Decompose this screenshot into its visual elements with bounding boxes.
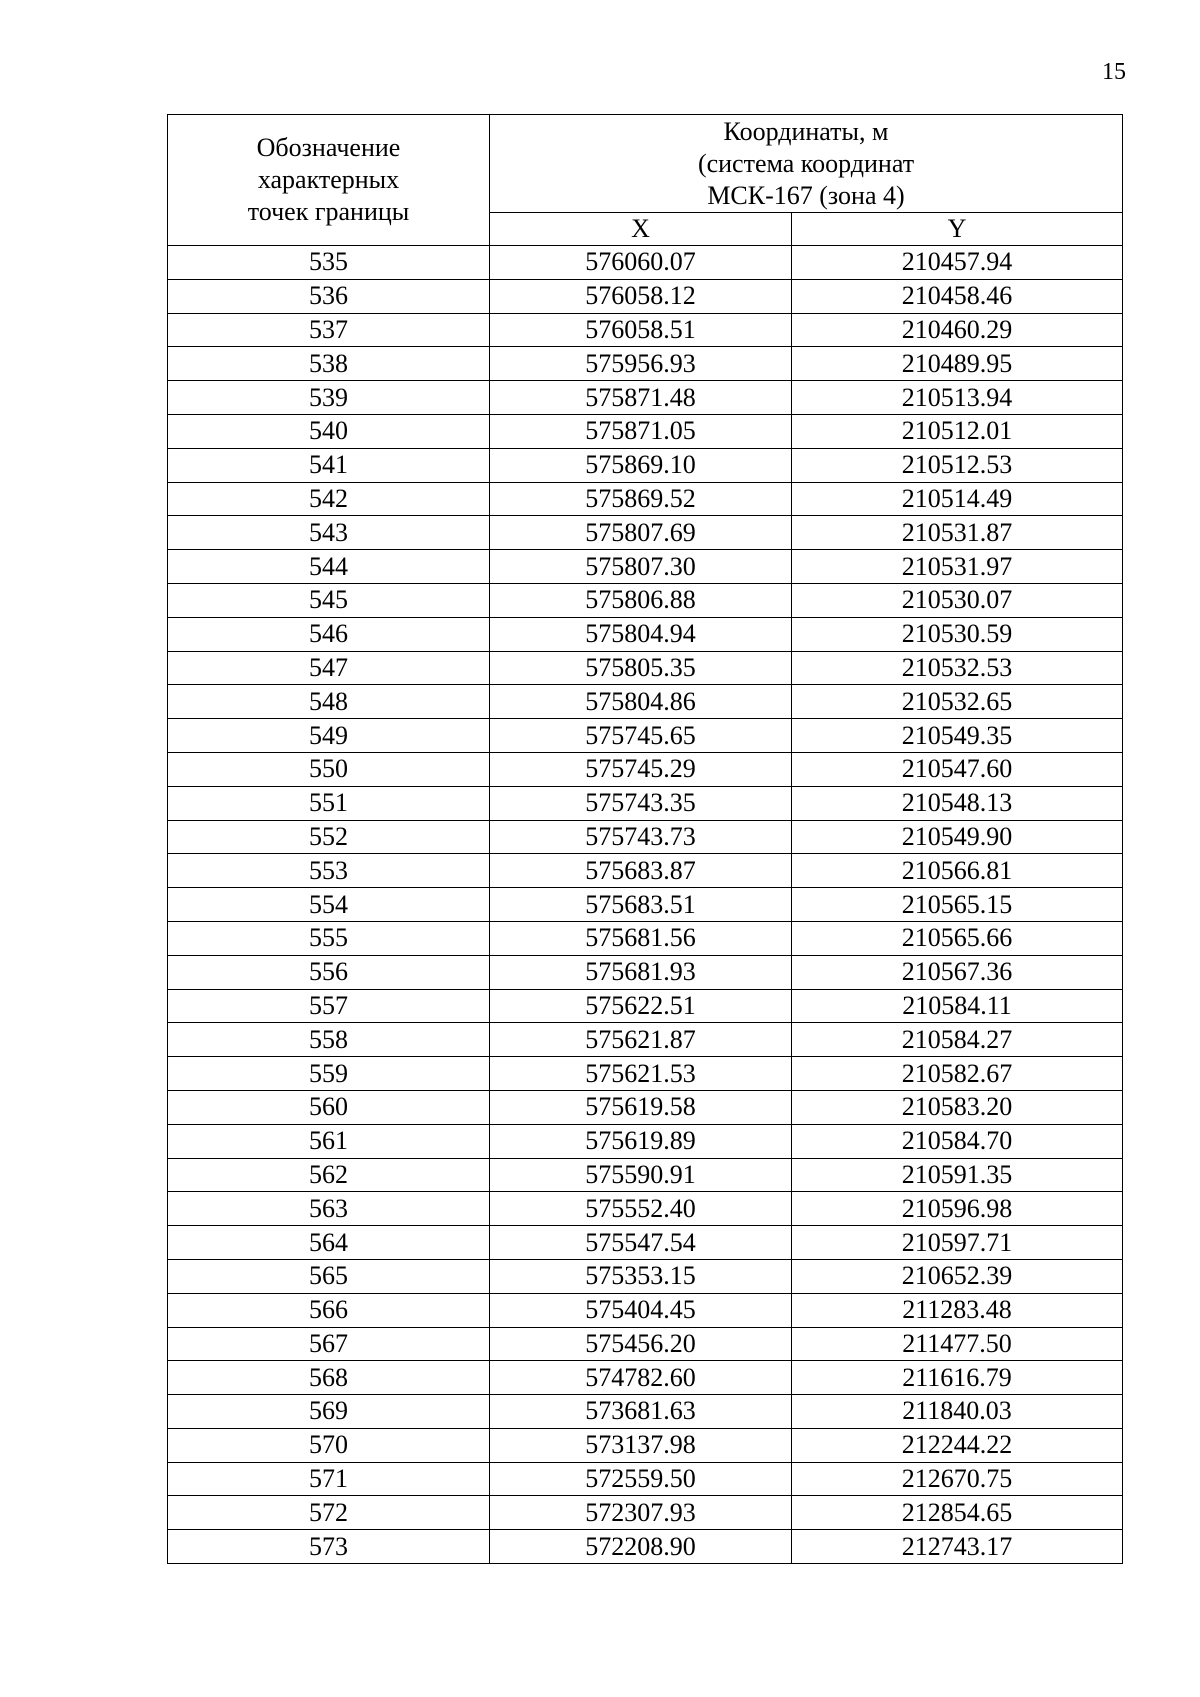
- x-coordinate-cell: 575619.89: [490, 1124, 792, 1158]
- table-row: [168, 854, 1123, 888]
- y-coordinate-cell: 210530.07: [792, 583, 1123, 617]
- x-coordinate-cell: 575404.45: [490, 1293, 792, 1327]
- x-coordinate-cell: 575804.86: [490, 685, 792, 719]
- point-number-cell: 559: [168, 1057, 490, 1091]
- point-number-cell: 573: [168, 1530, 490, 1564]
- table-row: [168, 989, 1123, 1023]
- point-number-cell: 539: [168, 381, 490, 415]
- table-row: [168, 1462, 1123, 1496]
- x-coordinate-cell: 574782.60: [490, 1361, 792, 1395]
- point-number-cell: 538: [168, 347, 490, 381]
- table-row: [168, 1090, 1123, 1124]
- x-coordinate-cell: 576058.12: [490, 279, 792, 313]
- table-body: [168, 246, 1123, 1564]
- y-coordinate-cell: 210549.90: [792, 820, 1123, 854]
- header-designation-line: характерных: [257, 165, 400, 194]
- point-number-cell: 568: [168, 1361, 490, 1395]
- table-row: [168, 1158, 1123, 1192]
- point-number-cell: 541: [168, 448, 490, 482]
- point-number-cell: 537: [168, 313, 490, 347]
- x-coordinate-cell: 575619.58: [490, 1090, 792, 1124]
- header-designation-line: Обозначение: [256, 133, 401, 162]
- x-coordinate-cell: 575353.15: [490, 1259, 792, 1293]
- table-row: [168, 1361, 1123, 1395]
- table-row: [168, 685, 1123, 719]
- y-coordinate-cell: 210584.11: [792, 989, 1123, 1023]
- table-row: [168, 1259, 1123, 1293]
- point-number-cell: 552: [168, 820, 490, 854]
- table-row: [168, 617, 1123, 651]
- table-row: [168, 1192, 1123, 1226]
- table-row: [168, 921, 1123, 955]
- table-row: [168, 1327, 1123, 1361]
- x-coordinate-cell: 575804.94: [490, 617, 792, 651]
- point-number-cell: 569: [168, 1395, 490, 1429]
- y-coordinate-cell: 210548.13: [792, 786, 1123, 820]
- y-coordinate-cell: 210582.67: [792, 1057, 1123, 1091]
- x-coordinate-cell: 575743.35: [490, 786, 792, 820]
- y-coordinate-cell: 210567.36: [792, 955, 1123, 989]
- table-row: [168, 786, 1123, 820]
- point-number-cell: 551: [168, 786, 490, 820]
- point-number-cell: 570: [168, 1428, 490, 1462]
- x-coordinate-cell: 573681.63: [490, 1395, 792, 1429]
- y-coordinate-cell: 210512.53: [792, 448, 1123, 482]
- y-coordinate-cell: 210583.20: [792, 1090, 1123, 1124]
- x-coordinate-cell: 575869.52: [490, 482, 792, 516]
- x-coordinate-cell: 575621.53: [490, 1057, 792, 1091]
- header-coordinates-line: МСК-167 (зона 4): [707, 180, 905, 210]
- x-coordinate-cell: 572208.90: [490, 1530, 792, 1564]
- table-row: [168, 1226, 1123, 1260]
- x-coordinate-cell: 575552.40: [490, 1192, 792, 1226]
- point-number-cell: 556: [168, 955, 490, 989]
- point-number-cell: 563: [168, 1192, 490, 1226]
- x-coordinate-cell: 575869.10: [490, 448, 792, 482]
- point-number-cell: 571: [168, 1462, 490, 1496]
- point-number-cell: 557: [168, 989, 490, 1023]
- y-coordinate-cell: 210460.29: [792, 313, 1123, 347]
- x-coordinate-cell: 575622.51: [490, 989, 792, 1023]
- point-number-cell: 535: [168, 246, 490, 280]
- x-coordinate-cell: 572307.93: [490, 1496, 792, 1530]
- point-number-cell: 561: [168, 1124, 490, 1158]
- x-coordinate-cell: 575743.73: [490, 820, 792, 854]
- x-coordinate-cell: 575956.93: [490, 347, 792, 381]
- y-coordinate-cell: 210531.97: [792, 550, 1123, 584]
- y-coordinate-cell: 210565.15: [792, 888, 1123, 922]
- table-row: [168, 651, 1123, 685]
- header-y: Y: [792, 213, 1123, 246]
- table-row: [168, 888, 1123, 922]
- table-row: [168, 955, 1123, 989]
- y-coordinate-cell: 210457.94: [792, 246, 1123, 280]
- x-coordinate-cell: 575805.35: [490, 651, 792, 685]
- y-coordinate-cell: 210532.53: [792, 651, 1123, 685]
- point-number-cell: 564: [168, 1226, 490, 1260]
- x-coordinate-cell: 575547.54: [490, 1226, 792, 1260]
- table-row: [168, 1023, 1123, 1057]
- table-row: [168, 482, 1123, 516]
- y-coordinate-cell: 210489.95: [792, 347, 1123, 381]
- table-row: [168, 1293, 1123, 1327]
- point-number-cell: 554: [168, 888, 490, 922]
- header-coordinates-line: Координаты, м: [723, 116, 889, 146]
- y-coordinate-cell: 212854.65: [792, 1496, 1123, 1530]
- table-row: [168, 1496, 1123, 1530]
- coordinates-table: [167, 114, 1123, 1564]
- point-number-cell: 572: [168, 1496, 490, 1530]
- table-row: [168, 1395, 1123, 1429]
- point-number-cell: 565: [168, 1259, 490, 1293]
- y-coordinate-cell: 210565.66: [792, 921, 1123, 955]
- x-coordinate-cell: 575871.48: [490, 381, 792, 415]
- point-number-cell: 567: [168, 1327, 490, 1361]
- y-coordinate-cell: 210513.94: [792, 381, 1123, 415]
- y-coordinate-cell: 210596.98: [792, 1192, 1123, 1226]
- table-row: [168, 719, 1123, 753]
- y-coordinate-cell: 210566.81: [792, 854, 1123, 888]
- y-coordinate-cell: 210530.59: [792, 617, 1123, 651]
- y-coordinate-cell: 210652.39: [792, 1259, 1123, 1293]
- point-number-cell: 542: [168, 482, 490, 516]
- table-row: [168, 1057, 1123, 1091]
- x-coordinate-cell: 575807.69: [490, 516, 792, 550]
- table-row: [168, 347, 1123, 381]
- y-coordinate-cell: 211616.79: [792, 1361, 1123, 1395]
- table-row: [168, 448, 1123, 482]
- table-row: [168, 550, 1123, 584]
- y-coordinate-cell: 210458.46: [792, 279, 1123, 313]
- point-number-cell: 562: [168, 1158, 490, 1192]
- y-coordinate-cell: 210591.35: [792, 1158, 1123, 1192]
- page-number: 15: [1102, 59, 1126, 85]
- x-coordinate-cell: 575590.91: [490, 1158, 792, 1192]
- point-number-cell: 558: [168, 1023, 490, 1057]
- table-row: [168, 1530, 1123, 1564]
- y-coordinate-cell: 211840.03: [792, 1395, 1123, 1429]
- table-row: [168, 516, 1123, 550]
- header-designation-line: точек границы: [247, 197, 410, 226]
- y-coordinate-cell: 212244.22: [792, 1428, 1123, 1462]
- y-coordinate-cell: 211283.48: [792, 1293, 1123, 1327]
- y-coordinate-cell: 210584.27: [792, 1023, 1123, 1057]
- y-coordinate-cell: 210512.01: [792, 414, 1123, 448]
- y-coordinate-cell: 210531.87: [792, 516, 1123, 550]
- point-number-cell: 549: [168, 719, 490, 753]
- point-number-cell: 544: [168, 550, 490, 584]
- x-coordinate-cell: 575683.51: [490, 888, 792, 922]
- table-row: [168, 820, 1123, 854]
- x-coordinate-cell: 575456.20: [490, 1327, 792, 1361]
- y-coordinate-cell: 210532.65: [792, 685, 1123, 719]
- x-coordinate-cell: 575806.88: [490, 583, 792, 617]
- point-number-cell: 536: [168, 279, 490, 313]
- x-coordinate-cell: 575681.56: [490, 921, 792, 955]
- table-row: [168, 279, 1123, 313]
- header-designation: [168, 115, 490, 246]
- y-coordinate-cell: 212670.75: [792, 1462, 1123, 1496]
- header-coordinates: [490, 115, 1123, 213]
- point-number-cell: 550: [168, 752, 490, 786]
- point-number-cell: 553: [168, 854, 490, 888]
- y-coordinate-cell: 210584.70: [792, 1124, 1123, 1158]
- point-number-cell: 540: [168, 414, 490, 448]
- point-number-cell: 560: [168, 1090, 490, 1124]
- header-coordinates-line: (система координат: [697, 148, 915, 178]
- y-coordinate-cell: 210549.35: [792, 719, 1123, 753]
- x-coordinate-cell: 575745.29: [490, 752, 792, 786]
- table-row: [168, 381, 1123, 415]
- y-coordinate-cell: 210597.71: [792, 1226, 1123, 1260]
- x-coordinate-cell: 575681.93: [490, 955, 792, 989]
- point-number-cell: 546: [168, 617, 490, 651]
- point-number-cell: 548: [168, 685, 490, 719]
- y-coordinate-cell: 210547.60: [792, 752, 1123, 786]
- table-row: [168, 246, 1123, 280]
- x-coordinate-cell: 575871.05: [490, 414, 792, 448]
- table-row: [168, 752, 1123, 786]
- x-coordinate-cell: 575807.30: [490, 550, 792, 584]
- x-coordinate-cell: 576058.51: [490, 313, 792, 347]
- x-coordinate-cell: 572559.50: [490, 1462, 792, 1496]
- x-coordinate-cell: 573137.98: [490, 1428, 792, 1462]
- x-coordinate-cell: 576060.07: [490, 246, 792, 280]
- table-row: [168, 414, 1123, 448]
- point-number-cell: 555: [168, 921, 490, 955]
- table-row: [168, 1428, 1123, 1462]
- point-number-cell: 547: [168, 651, 490, 685]
- point-number-cell: 545: [168, 583, 490, 617]
- y-coordinate-cell: 210514.49: [792, 482, 1123, 516]
- header-x: X: [490, 213, 792, 246]
- point-number-cell: 566: [168, 1293, 490, 1327]
- x-coordinate-cell: 575683.87: [490, 854, 792, 888]
- y-coordinate-cell: 211477.50: [792, 1327, 1123, 1361]
- table-row: [168, 313, 1123, 347]
- y-coordinate-cell: 212743.17: [792, 1530, 1123, 1564]
- table-row: [168, 1124, 1123, 1158]
- table-row: [168, 583, 1123, 617]
- x-coordinate-cell: 575621.87: [490, 1023, 792, 1057]
- point-number-cell: 543: [168, 516, 490, 550]
- x-coordinate-cell: 575745.65: [490, 719, 792, 753]
